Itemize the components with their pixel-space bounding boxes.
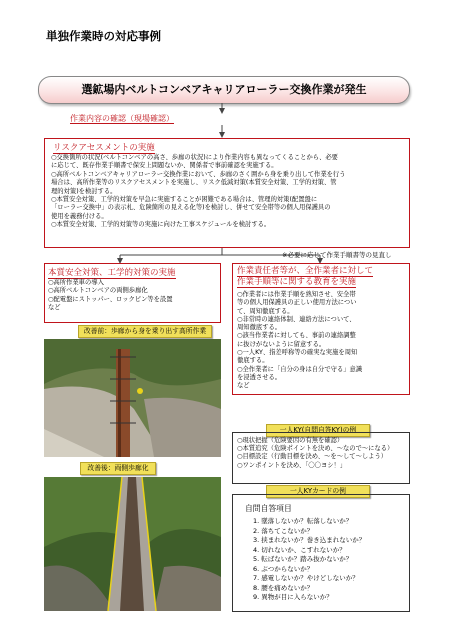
- education-heading: [237, 266, 373, 287]
- procedure-review-note: ※必要に応じて作業手順書等の見直し: [282, 251, 392, 259]
- education-line: て、周知徹底する。: [237, 307, 294, 315]
- engineering-measures-box: [44, 263, 221, 323]
- card-caption: 一人KYカードの例: [266, 485, 370, 498]
- education-line: ○該当作業者に対しても、事前の連絡調整: [237, 332, 356, 340]
- before-caption: 改善前：歩廊から身を乗り出す高所作業: [78, 325, 212, 338]
- engineering-line: ○配電盤にストッパー、ロックピン等を設置: [48, 295, 173, 303]
- risk-line: 「ローラー交換中」の表示札、危険箇所の見える化等)を検討し、併せて安全帯等の個人用保護具の: [51, 204, 331, 212]
- card-item: 1. 墜落しないか？転落しないか？: [253, 517, 353, 525]
- risk-line: ○本質安全対策、工学的対策を早急に実施することが困難である場合は、管理的対策(配置盤に: [51, 196, 318, 204]
- banner-text: 選鉱場内ベルトコンベアキャリアローラー交換作業が発生: [81, 83, 367, 96]
- risk-line: に応じて、既存作業手順書で保安上問題ないか、関係者で事前確認を実施する。: [51, 162, 278, 170]
- risk-heading: [53, 141, 155, 153]
- ky-line: ○現状把握（危険要因の有無を確認）: [237, 437, 344, 444]
- ky-card-box: [232, 494, 410, 612]
- education-line: ○一人KY、指差呼称等の確実な実施を周知: [237, 349, 358, 357]
- risk-body: [51, 154, 407, 230]
- before-photo-image: [44, 339, 221, 457]
- engineering-line: ○高所ベルトコンベアの両側歩廊化: [48, 287, 148, 295]
- education-line: を浸透させる。: [237, 373, 282, 381]
- after-photo-image: [44, 477, 221, 611]
- ky-line: ○目標設定（行動目標を決め、〜を〜して〜しよう）: [237, 453, 388, 461]
- engineering-line: ○高所作業車の導入: [48, 279, 104, 286]
- risk-line: ○交換箇所の状況(ベルトコンベアの高さ、歩廊の状況)により作業内容も異なってくることから、必要: [51, 154, 338, 161]
- ky-line: ○ワンポイントを決め、「〇〇ヨシ！」: [237, 461, 347, 469]
- card-item: 7. 感電しないか？やけどしないか？: [253, 574, 359, 582]
- education-body: [237, 291, 407, 391]
- risk-line: 使用を義務付ける。: [51, 212, 108, 220]
- card-item: 9. 異物が目に入らないか？: [253, 593, 333, 601]
- education-heading-line2: 作業手順等に関する教育を実施: [237, 276, 357, 287]
- card-item: 6. ぶつからないか？: [253, 564, 314, 573]
- ky-body: [237, 437, 393, 470]
- engineering-line: など: [48, 303, 61, 311]
- engineering-heading-text: 本質安全対策、工学的対策の実施: [48, 268, 176, 278]
- work-check-heading: [70, 113, 174, 124]
- risk-line: ○高所ベルトコンベアキャリアローラー交換作業において、歩廊のさく囲から身を乗り出して作業を行う: [51, 170, 346, 178]
- risk-assessment-box: [44, 138, 410, 248]
- card-item: 4. 切れないか、こすれないか？: [253, 545, 346, 554]
- education-line: 等の個人用保護具の正しい使用方法につい: [237, 299, 357, 307]
- risk-line: 理的対策)を検討する。: [51, 187, 117, 195]
- engineering-heading: [48, 266, 176, 278]
- risk-line: 場合は、高所作業等のリスクアセスメントを実施し、リスク低減対策(本質安全対策、工学的対策、管: [51, 179, 337, 187]
- education-line: 周知徹底する。: [237, 324, 282, 332]
- card-item: 5. 転ばないか？踏み抜かないか？: [253, 555, 353, 563]
- card-body: [253, 517, 365, 603]
- risk-heading-text: リスクアセスメントの実施: [53, 143, 155, 153]
- engineering-body: [48, 279, 173, 312]
- after-caption: 改善後：両側歩廊化: [80, 462, 156, 475]
- ky-example-box: [232, 432, 410, 484]
- after-photo: [44, 477, 221, 611]
- card-item: 3. 挟まれないか？巻き込まれないか？: [253, 536, 366, 544]
- education-heading-line1: 作業責任者等が、全作業者に対して: [237, 266, 374, 276]
- before-photo: [44, 339, 221, 457]
- ky-caption: 一人KY(自問自答KY)の例: [266, 424, 370, 437]
- risk-line: ○本質安全対策、工学的対策等の実施に向けた工事スケジュールを検討する。: [51, 221, 271, 229]
- education-line: ○非常時の連絡体制、連絡方法について、: [237, 315, 356, 323]
- education-line: 徹底する。: [237, 357, 269, 365]
- education-line: に抜けがないように留意する。: [237, 340, 326, 348]
- education-line: ○作業者には作業手順を熟知させ、安全帯: [237, 291, 356, 298]
- education-line: など: [237, 382, 250, 390]
- work-check-text: 作業内容の確認（現場確認）: [70, 114, 174, 123]
- education-box: [232, 263, 410, 395]
- page-title: 単独作業時の対応事例: [46, 29, 161, 43]
- ky-line: ○本質追究（危険ポイントを決め、〜なので〜になる）: [237, 445, 394, 453]
- education-line: ○全作業者に「自分の身は自分で守る」意識: [237, 365, 363, 373]
- card-item: 8. 腰を痛めないか？: [253, 583, 314, 592]
- card-heading: 自問自答項目: [245, 504, 292, 513]
- card-item: 2. 落ちてこないか？: [253, 526, 314, 535]
